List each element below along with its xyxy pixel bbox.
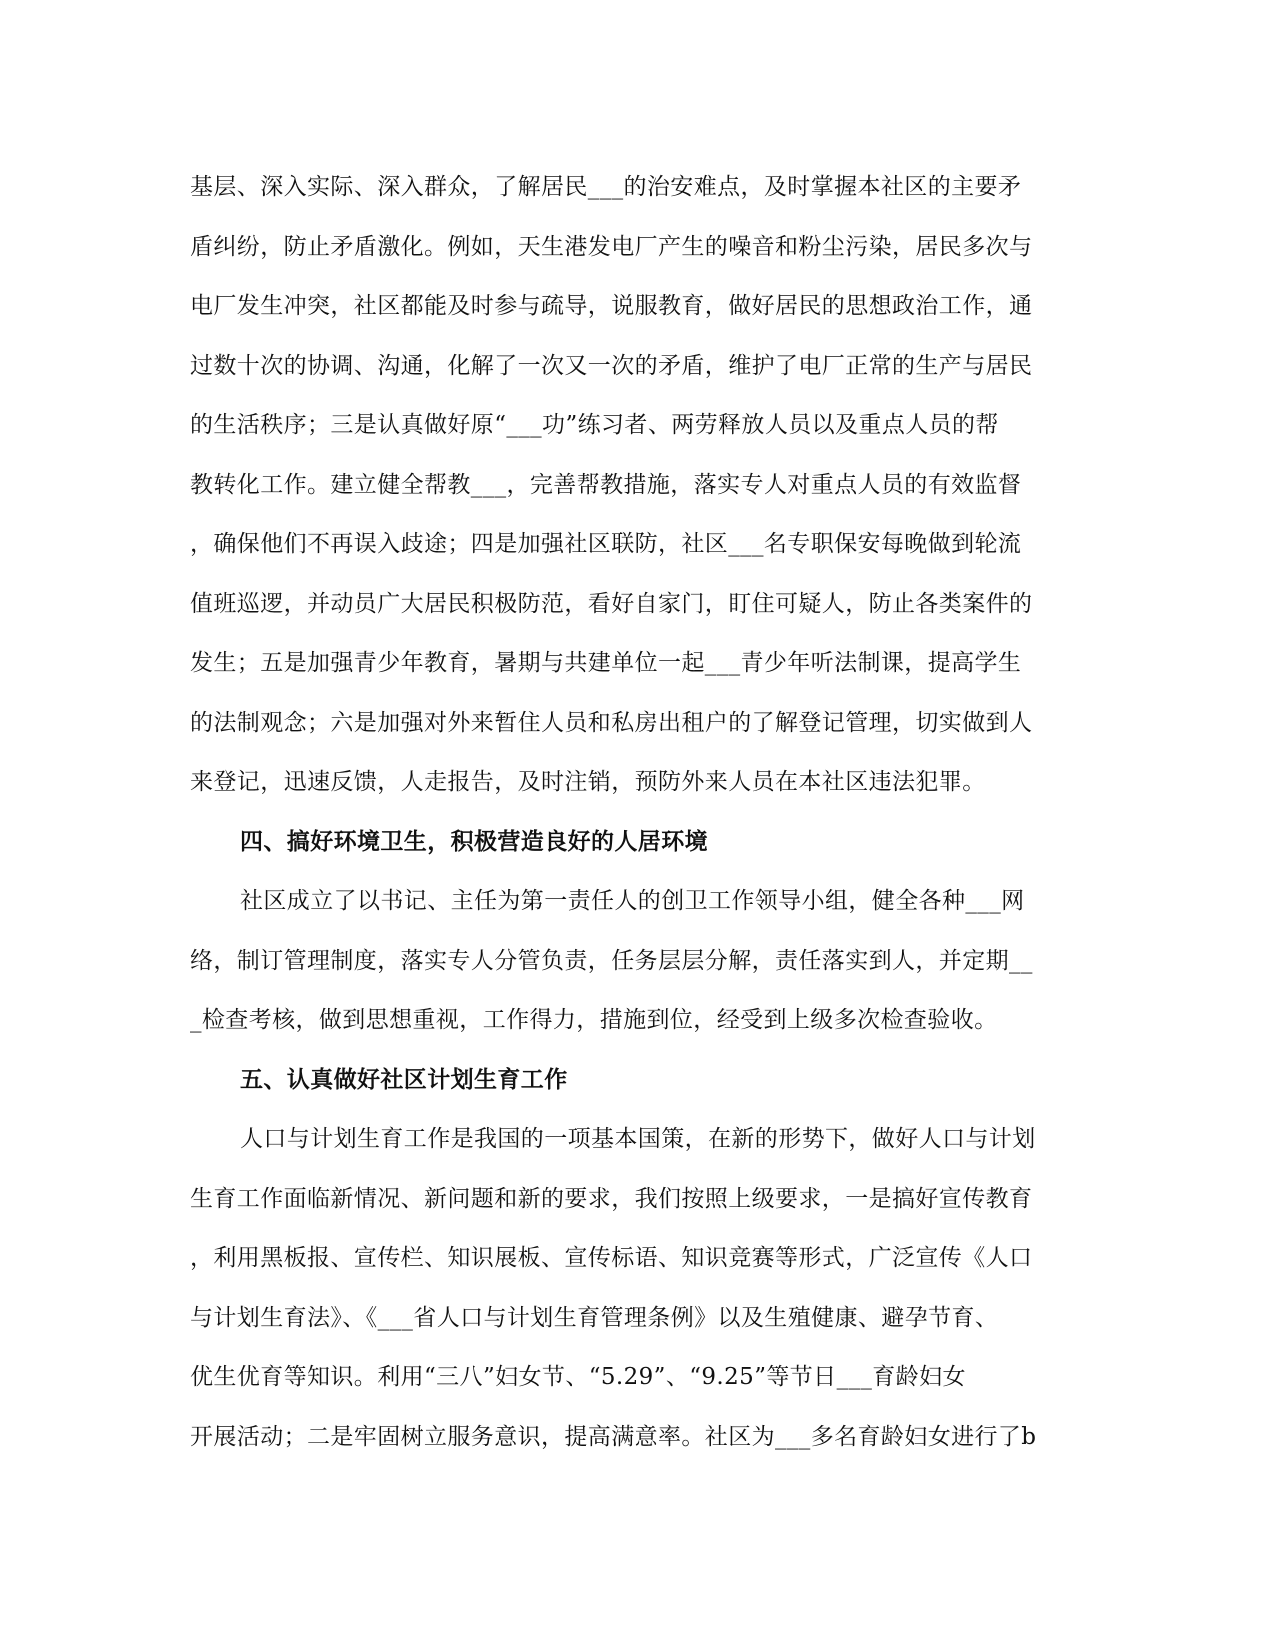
paragraph-line: 社区成立了以书记、主任为第一责任人的创卫工作领导小组，健全各种___网: [240, 888, 1025, 914]
paragraph-line: 优生优育等知识。利用“三八”妇女节、“5.29”、“9.25”等节日___育龄妇女: [190, 1364, 966, 1390]
paragraph-line: 开展活动；二是牢固树立服务意识，提高满意率。社区为___多名育龄妇女进行了b: [190, 1423, 1037, 1450]
paragraph-line: 人口与计划生育工作是我国的一项基本国策，在新的形势下，做好人口与计划: [240, 1126, 1036, 1152]
paragraph-line: _检查考核，做到思想重视，工作得力，措施到位，经受到上级多次检查验收。: [190, 1007, 998, 1033]
section-heading-5: 五、认真做好社区计划生育工作: [240, 1066, 568, 1093]
paragraph-line: 来登记，迅速反馈，人走报告，及时注销，预防外来人员在本社区违法犯罪。: [190, 769, 986, 795]
paragraph-line: 过数十次的协调、沟通，化解了一次又一次的矛盾，维护了电厂正常的生产与居民: [190, 352, 1033, 379]
paragraph-line: ，利用黑板报、宣传栏、知识展板、宣传标语、知识竞赛等形式，广泛宣传《人口: [190, 1245, 1033, 1271]
paragraph-line: 电厂发生冲突，社区都能及时参与疏导，说服教育，做好居民的思想政治工作，通: [190, 293, 1033, 319]
paragraph-line: 值班巡逻，并动员广大居民积极防范，看好自家门，盯住可疑人，防止各类案件的: [190, 590, 1033, 617]
paragraph-line: 络，制订管理制度，落实专人分管负责，任务层层分解，责任落实到人，并定期__: [190, 947, 1033, 974]
paragraph-line: 教转化工作。建立健全帮教___，完善帮教措施，落实专人对重点人员的有效监督: [190, 471, 1022, 498]
document-body: [190, 158, 1090, 1467]
paragraph-line: 的生活秩序；三是认真做好原“___功”练习者、两劳释放人员以及重点人员的帮: [190, 412, 999, 438]
paragraph-line: 的法制观念；六是加强对外来暂住人员和私房出租户的了解登记管理，切实做到人: [190, 709, 1033, 736]
paragraph-line: 基层、深入实际、深入群众，了解居民___的治安难点，及时掌握本社区的主要矛: [190, 174, 1022, 200]
paragraph-line: 盾纠纷，防止矛盾激化。例如，天生港发电厂产生的噪音和粉尘污染，居民多次与: [190, 233, 1033, 260]
section-heading-4: 四、搞好环境卫生，积极营造良好的人居环境: [240, 828, 708, 855]
paragraph-line: ，确保他们不再误入歧途；四是加强社区联防，社区___名专职保安每晚做到轮流: [190, 531, 1022, 557]
paragraph-line: 发生；五是加强青少年教育，暑期与共建单位一起___青少年听法制课，提高学生: [190, 650, 1022, 676]
paragraph-line: 与计划生育法》、《___省人口与计划生育管理条例》以及生殖健康、避孕节育、: [190, 1304, 999, 1331]
paragraph-line: 生育工作面临新情况、新问题和新的要求，我们按照上级要求，一是搞好宣传教育: [190, 1185, 1033, 1212]
